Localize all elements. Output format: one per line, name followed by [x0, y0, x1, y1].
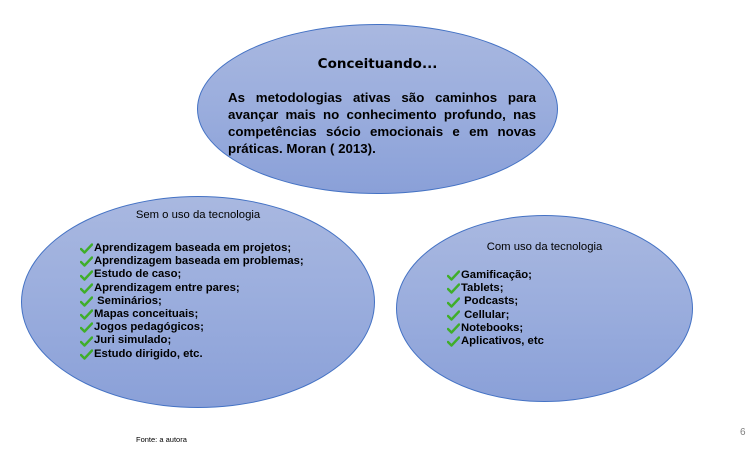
- source-footnote: Fonte: a autora: [136, 435, 187, 444]
- list-item: Podcasts;: [447, 295, 544, 308]
- list-item: Notebooks;: [447, 322, 544, 335]
- list-item: Aplicativos, etc: [447, 335, 544, 348]
- list-item: Aprendizagem baseada em projetos;: [80, 242, 304, 255]
- list-item: Juri simulado;: [80, 334, 304, 347]
- checkmark-icon: [80, 256, 93, 267]
- concept-ellipse: [197, 24, 558, 194]
- checkmark-icon: [80, 283, 93, 294]
- without-technology-title: Sem o uso da tecnologia: [135, 209, 261, 221]
- list-item: Mapas conceituais;: [80, 308, 304, 321]
- concept-definition: As metodologias ativas são caminhos para avançar mais no conhecimento profundo, nas competências sócio emocionais e em novas práticas. Moran ( 2013).: [228, 90, 536, 156]
- list-item: Estudo de caso;: [80, 268, 304, 281]
- checkmark-icon: [80, 309, 93, 320]
- checkmark-icon: [447, 283, 460, 294]
- checkmark-icon: [447, 297, 460, 308]
- list-item: Aprendizagem baseada em problemas;: [80, 255, 304, 268]
- with-technology-list: [447, 269, 544, 348]
- list-item: Estudo dirigido, etc.: [80, 348, 304, 361]
- checkmark-icon: [80, 336, 93, 347]
- checkmark-icon: [447, 323, 460, 334]
- concept-title: Conceituando...: [317, 56, 438, 72]
- checkmark-icon: [80, 243, 93, 254]
- checkmark-icon: [447, 270, 460, 281]
- without-technology-list: [80, 242, 304, 361]
- list-item: Tablets;: [447, 282, 544, 295]
- checkmark-icon: [80, 322, 93, 333]
- with-technology-title: Com uso da tecnologia: [486, 241, 603, 253]
- checkmark-icon: [80, 349, 93, 360]
- checkmark-icon: [80, 296, 93, 307]
- without-technology-ellipse: [21, 196, 375, 408]
- list-item: Jogos pedagógicos;: [80, 321, 304, 334]
- checkmark-icon: [447, 336, 460, 347]
- list-item: Gamificação;: [447, 269, 544, 282]
- checkmark-icon: [80, 270, 93, 281]
- list-item: Aprendizagem entre pares;: [80, 282, 304, 295]
- list-item: Seminários;: [80, 295, 304, 308]
- with-technology-ellipse: [396, 215, 693, 402]
- list-item: Cellular;: [447, 309, 544, 322]
- checkmark-icon: [447, 310, 460, 321]
- page-number: 6: [740, 427, 746, 438]
